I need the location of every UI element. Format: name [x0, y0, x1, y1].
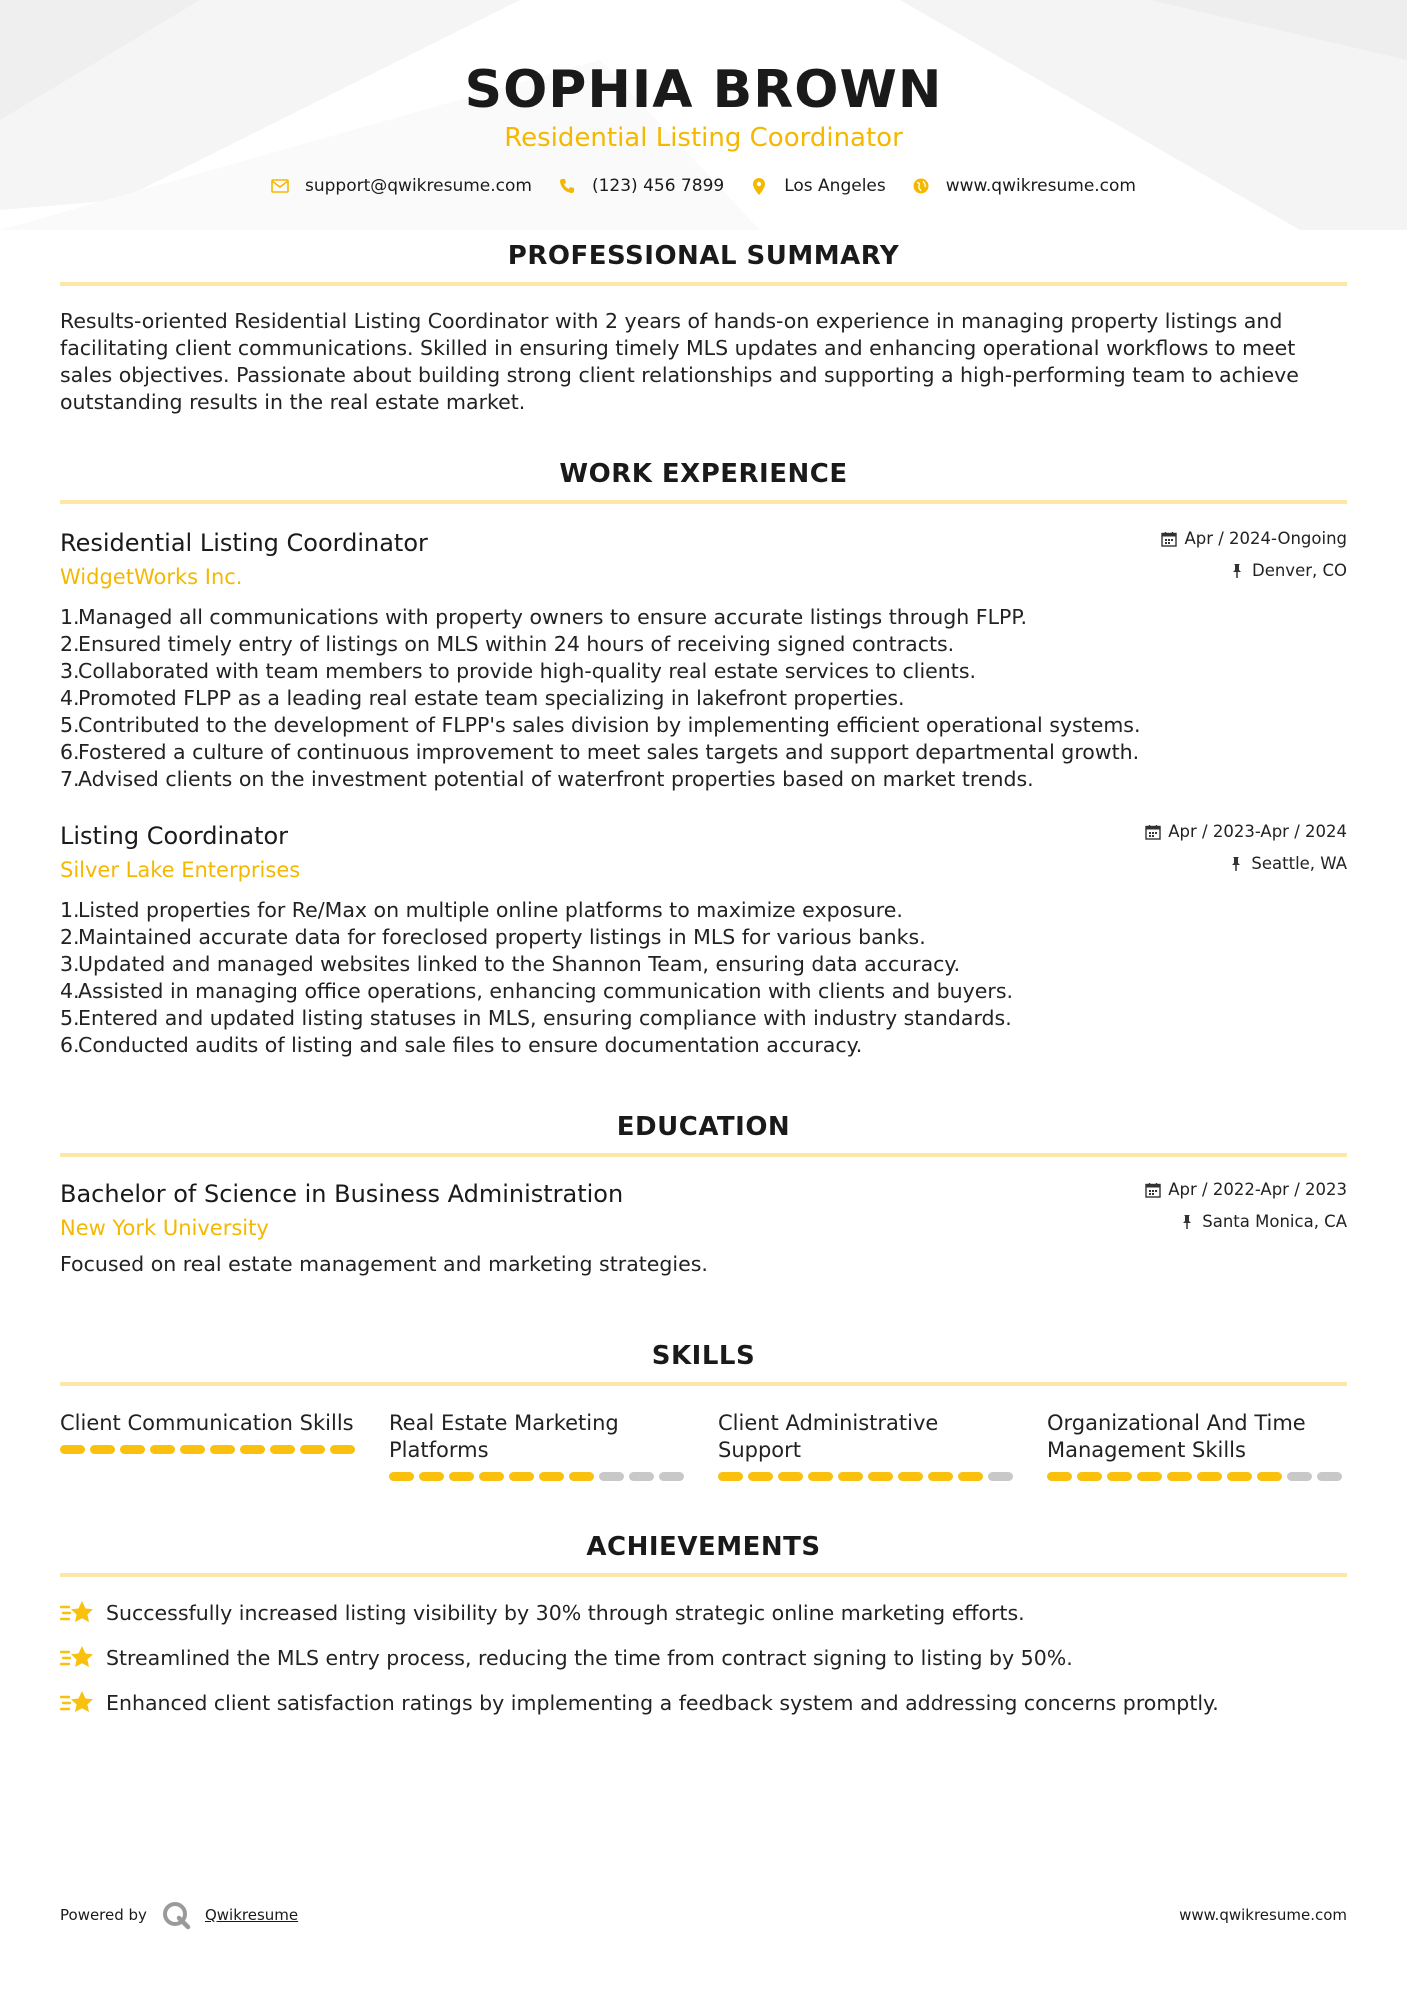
website-text: www.qwikresume.com	[945, 176, 1136, 196]
skill-level-dot	[150, 1445, 175, 1454]
globe-icon	[912, 177, 930, 195]
job-entry	[60, 528, 1347, 793]
summary-text: Results-oriented Residential Listing Coordinator with 2 years of hands-on experience in managing property listings and facilitating client communications. Skilled in ensuring timely MLS updates and enhancing operational workflows to meet sales objectives. Passionate about building strong client relationships and supporting a high-performing team to achieve outstanding results in the real estate market.	[60, 309, 1299, 414]
skills-section	[60, 1340, 1347, 1481]
education-location-text: Santa Monica, CA	[1202, 1212, 1347, 1231]
list-item	[60, 978, 1347, 1005]
bullet-number: 6.	[60, 740, 80, 764]
skill-level-dot	[300, 1445, 325, 1454]
job-dates	[1161, 528, 1347, 550]
experience-heading: WORK EXPERIENCE	[559, 459, 848, 489]
education-section	[60, 1111, 1347, 1278]
skill-level-dot	[1047, 1472, 1072, 1481]
bullet-text: Collaborated with team members to provide high-quality real estate services to clients.	[78, 659, 977, 683]
job-company: WidgetWorks Inc.	[60, 565, 243, 589]
bullet-text: Fostered a culture of continuous improvement to meet sales targets and support departmental growth.	[78, 740, 1140, 764]
education-location	[1145, 1211, 1347, 1233]
education-dates	[1145, 1179, 1347, 1201]
experience-section	[60, 458, 1347, 1059]
job-location-text: Denver, CO	[1251, 561, 1347, 580]
skill-level-dot	[1257, 1472, 1282, 1481]
achievements-section	[60, 1531, 1347, 1717]
education-degree: Bachelor of Science in Business Administration	[60, 1180, 624, 1208]
star-icon	[60, 1689, 94, 1717]
section-divider	[60, 1382, 1347, 1386]
calendar-icon	[1161, 531, 1177, 547]
bullet-text: Ensured timely entry of listings on MLS within 24 hours of receiving signed contracts.	[78, 632, 955, 656]
skill-name: Client Administrative Support	[718, 1411, 939, 1462]
job-role: Residential Listing Coordinator	[60, 529, 428, 557]
education-dates-text: Apr / 2022-Apr / 2023	[1168, 1180, 1347, 1199]
powered-by-label: Powered by	[60, 1906, 147, 1924]
brand-link[interactable]: Qwikresume	[204, 1906, 299, 1924]
skill-level-meter	[1047, 1472, 1347, 1481]
skill-level-dot	[1287, 1472, 1312, 1481]
contact-phone[interactable]	[558, 176, 724, 196]
bullet-number: 4.	[60, 686, 80, 710]
skill-item	[389, 1410, 689, 1481]
skill-level-dot	[330, 1445, 355, 1454]
bullet-number: 3.	[60, 952, 80, 976]
bullet-number: 1.	[60, 898, 80, 922]
star-icon	[60, 1599, 94, 1627]
skill-level-dot	[599, 1472, 624, 1481]
section-divider	[60, 1573, 1347, 1577]
education-heading: EDUCATION	[616, 1112, 791, 1142]
bullet-text: Listed properties for Re/Max on multiple online platforms to maximize exposure.	[78, 898, 903, 922]
pushpin-icon	[1228, 856, 1244, 872]
list-item	[60, 951, 1347, 978]
bullet-text: Entered and updated listing statuses in MLS, ensuring compliance with industry standards.	[78, 1006, 1012, 1030]
job-location-text: Seattle, WA	[1251, 854, 1347, 873]
skill-level-dot	[539, 1472, 564, 1481]
skill-level-dot	[389, 1472, 414, 1481]
job-entry	[60, 821, 1347, 1059]
bullet-text: Updated and managed websites linked to the Shannon Team, ensuring data accuracy.	[78, 952, 961, 976]
list-item	[60, 924, 1347, 951]
contact-location	[750, 176, 886, 196]
contact-email[interactable]	[271, 176, 532, 196]
education-school: New York University	[60, 1216, 269, 1240]
skill-level-dot	[90, 1445, 115, 1454]
skills-grid	[60, 1410, 1347, 1481]
skill-level-dot	[958, 1472, 983, 1481]
achievement-text: Enhanced client satisfaction ratings by implementing a feedback system and addressing concerns promptly.	[106, 1690, 1219, 1715]
list-item	[60, 685, 1347, 712]
skill-item	[60, 1410, 360, 1481]
skill-level-dot	[449, 1472, 474, 1481]
summary-section	[60, 240, 1347, 416]
phone-icon	[558, 177, 576, 195]
job-bullets	[60, 897, 1347, 1059]
skill-level-dot	[1137, 1472, 1162, 1481]
skill-level-dot	[479, 1472, 504, 1481]
skill-level-dot	[898, 1472, 923, 1481]
footer-website[interactable]: www.qwikresume.com	[1179, 1906, 1347, 1924]
job-bullets	[60, 604, 1347, 793]
bullet-text: Contributed to the development of FLPP's sales division by implementing efficient operational systems.	[78, 713, 1141, 737]
map-pin-icon	[750, 177, 768, 195]
bullet-number: 7.	[60, 767, 80, 791]
skill-level-dot	[928, 1472, 953, 1481]
bullet-number: 1.	[60, 605, 80, 629]
achievements-list	[60, 1599, 1347, 1717]
calendar-icon	[1145, 824, 1161, 840]
list-item	[60, 712, 1347, 739]
skill-level-dot	[808, 1472, 833, 1481]
skill-level-meter	[389, 1472, 689, 1481]
skill-level-dot	[240, 1445, 265, 1454]
list-item	[60, 897, 1347, 924]
job-location	[1145, 853, 1347, 875]
bullet-number: 6.	[60, 1033, 80, 1057]
skill-level-dot	[988, 1472, 1013, 1481]
bullet-number: 5.	[60, 1006, 80, 1030]
skill-level-dot	[1077, 1472, 1102, 1481]
star-icon	[60, 1644, 94, 1672]
skills-heading: SKILLS	[651, 1341, 756, 1371]
list-item	[60, 604, 1347, 631]
pushpin-icon	[1179, 1214, 1195, 1230]
skill-level-dot	[210, 1445, 235, 1454]
list-item	[60, 1005, 1347, 1032]
jobs-list	[60, 528, 1347, 1059]
candidate-name: SOPHIA BROWN	[464, 60, 943, 120]
achievements-heading: ACHIEVEMENTS	[586, 1532, 821, 1562]
skill-level-dot	[659, 1472, 684, 1481]
education-entry	[60, 1179, 1347, 1278]
skill-level-dot	[1167, 1472, 1192, 1481]
skill-level-dot	[1107, 1472, 1132, 1481]
skill-level-dot	[270, 1445, 295, 1454]
list-item	[60, 766, 1347, 793]
skill-level-dot	[868, 1472, 893, 1481]
education-description: Focused on real estate management and marketing strategies.	[60, 1252, 708, 1276]
skill-level-dot	[1197, 1472, 1222, 1481]
pushpin-icon	[1229, 563, 1245, 579]
section-divider	[60, 282, 1347, 286]
resume-header	[60, 0, 1347, 196]
skill-level-dot	[60, 1445, 85, 1454]
bullet-number: 2.	[60, 925, 80, 949]
summary-heading: PROFESSIONAL SUMMARY	[507, 241, 900, 271]
skill-name: Real Estate Marketing Platforms	[389, 1411, 619, 1462]
list-item	[60, 631, 1347, 658]
skill-level-dot	[569, 1472, 594, 1481]
achievement-item	[60, 1599, 1347, 1627]
skill-level-dot	[629, 1472, 654, 1481]
bullet-text: Maintained accurate data for foreclosed property listings in MLS for various banks.	[78, 925, 926, 949]
bullet-number: 5.	[60, 713, 80, 737]
job-location	[1161, 560, 1347, 582]
job-company: Silver Lake Enterprises	[60, 858, 301, 882]
list-item	[60, 739, 1347, 766]
bullet-text: Promoted FLPP as a leading real estate team specializing in lakefront properties.	[78, 686, 905, 710]
phone-text: (123) 456 7899	[591, 176, 725, 196]
contact-bar	[60, 176, 1347, 196]
section-divider	[60, 500, 1347, 504]
skill-level-dot	[1317, 1472, 1342, 1481]
achievement-text: Streamlined the MLS entry process, reducing the time from contract signing to listing by 50%.	[106, 1645, 1073, 1670]
job-dates	[1145, 821, 1347, 843]
skill-level-dot	[1227, 1472, 1252, 1481]
skill-level-dot	[120, 1445, 145, 1454]
envelope-icon	[271, 177, 289, 195]
section-divider	[60, 1153, 1347, 1157]
skill-level-dot	[778, 1472, 803, 1481]
job-role: Listing Coordinator	[60, 822, 289, 850]
bullet-text: Managed all communications with property owners to ensure accurate listings through FLPP.	[78, 605, 1028, 629]
bullet-number: 3.	[60, 659, 80, 683]
list-item	[60, 1032, 1347, 1059]
calendar-icon	[1145, 1182, 1161, 1198]
achievement-text: Successfully increased listing visibility by 30% through strategic online marketing efforts.	[106, 1600, 1025, 1625]
list-item	[60, 658, 1347, 685]
skill-item	[1047, 1410, 1347, 1481]
achievement-item	[60, 1644, 1347, 1672]
page-footer	[60, 1900, 1347, 1930]
skill-level-dot	[748, 1472, 773, 1481]
skill-item	[718, 1410, 1018, 1481]
job-dates-text: Apr / 2024-Ongoing	[1184, 529, 1347, 548]
bullet-number: 2.	[60, 632, 80, 656]
skill-name: Client Communication Skills	[60, 1411, 354, 1435]
candidate-title: Residential Listing Coordinator	[504, 123, 903, 153]
skill-level-dot	[838, 1472, 863, 1481]
qwikresume-logo-icon	[161, 1900, 191, 1930]
email-text: support@qwikresume.com	[305, 176, 532, 196]
skill-name: Organizational And Time Management Skills	[1047, 1411, 1306, 1462]
skill-level-dot	[718, 1472, 743, 1481]
skill-level-meter	[718, 1472, 1018, 1481]
skill-level-dot	[419, 1472, 444, 1481]
skill-level-dot	[509, 1472, 534, 1481]
bullet-text: Assisted in managing office operations, enhancing communication with clients and buyers.	[78, 979, 1014, 1003]
location-text: Los Angeles	[784, 176, 886, 196]
skill-level-meter	[60, 1445, 360, 1454]
job-dates-text: Apr / 2023-Apr / 2024	[1168, 822, 1347, 841]
bullet-number: 4.	[60, 979, 80, 1003]
bullet-text: Advised clients on the investment potential of waterfront properties based on market trends.	[78, 767, 1034, 791]
contact-website[interactable]	[912, 176, 1136, 196]
skill-level-dot	[180, 1445, 205, 1454]
bullet-text: Conducted audits of listing and sale files to ensure documentation accuracy.	[78, 1033, 863, 1057]
achievement-item	[60, 1689, 1347, 1717]
